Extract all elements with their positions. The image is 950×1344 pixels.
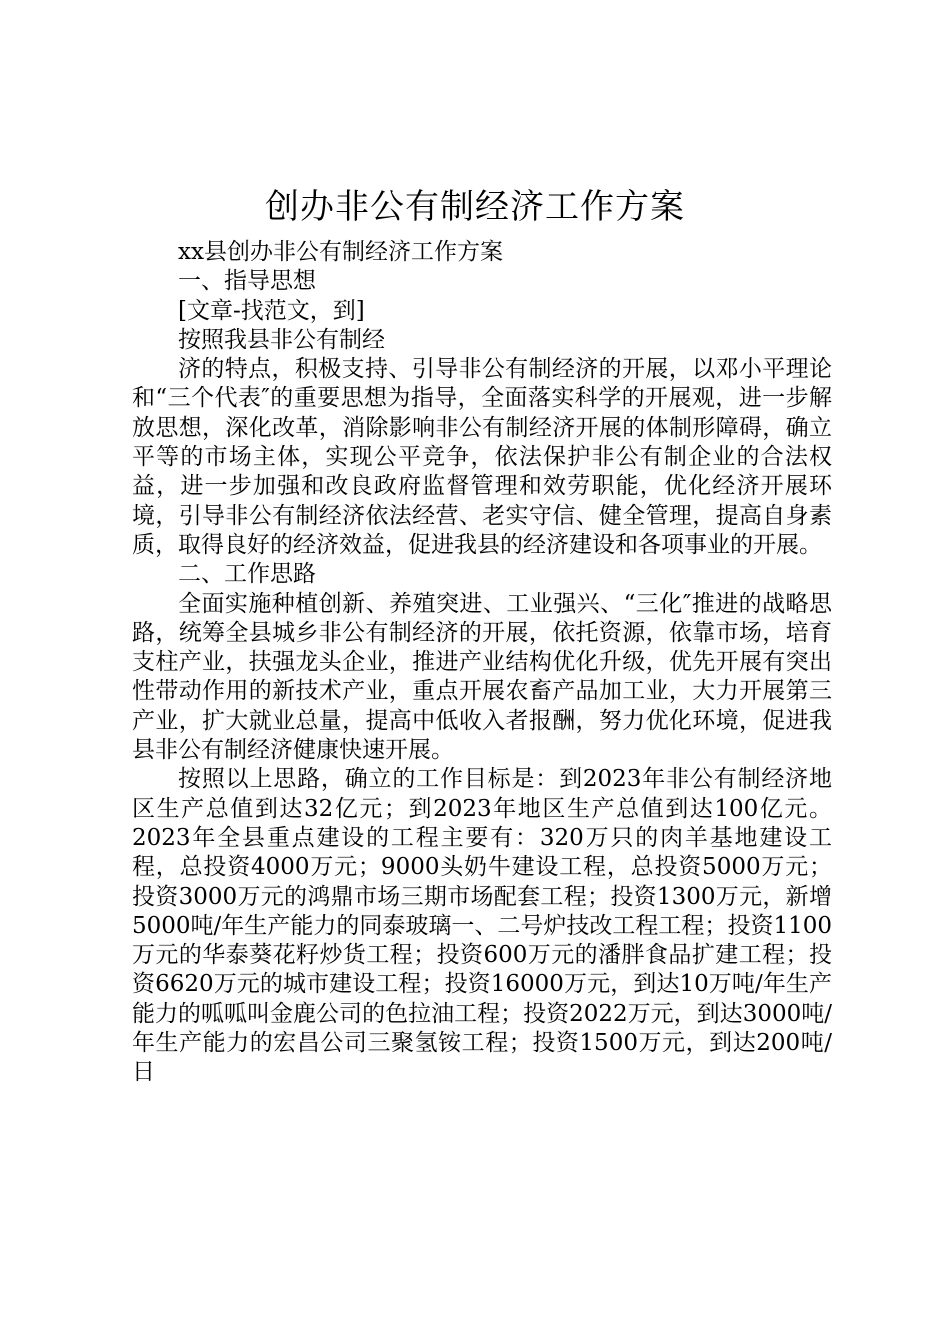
body-paragraph-work-approach: 全面实施种植创新、养殖突进、工业强兴、“三化″推进的战略思路，统筹全县城乡非公有制经济的开展，依托资源，依靠市场，培育支柱产业，扶强龙头企业，推进产业结构优化升级，优先开展有突出性带动作用的新技术产业，重点开展农畜产品加工业，大力开展第三产业，扩大就业总量，提高中低收入者报酬，努力优化环境，促进我县非公有制经济健康快速开展。 [132,590,832,764]
body-paragraph-guiding-thought: 济的特点，积极支持、引导非公有制经济的开展，以邓小平理论和“三个代表″的重要思想为指导，全面落实科学的开展观，进一步解放思想，深化改革，消除影响非公有制经济开展的体制形障碍，确立平等的市场主体，实现公平竞争，依法保护非公有制企业的合法权益，进一步加强和改良政府监督管理和效劳职能，优化经济开展环境，引导非公有制经济依法经营、老实守信、健全管理，提高自身素质，取得良好的经济效益，促进我县的经济建设和各项事业的开展。 [132,356,832,558]
document-title: 创办非公有制经济工作方案 [265,187,685,227]
body-paragraph-work-goals: 按照以上思路，确立的工作目标是：到2023年非公有制经济地区生产总值到达32亿元；到2023年地区生产总值到达100亿元。2023年全县重点建设的工程主要有：320万只的肉羊基地建设工程，总投资4000万元；9000头奶牛建设工程，总投资5000万元；投资3000万元的鸿鼎市场三期市场配套工程；投资1300万元，新增5000吨/年生产能力的同泰玻璃一、二号炉技改工程工程；投资1100万元的华泰葵花籽炒货工程；投资600万元的潘胖食品扩建工程；投资6620万元的城市建设工程；投资16000万元，到达10万吨/年生产能力的呱呱叫金鹿公司的色拉油工程；投资2022万元，到达3000吨/年生产能力的宏昌公司三聚氢铵工程；投资1500万元，到达200吨/日 [132,766,832,1086]
document-body [132,238,832,1088]
section-heading-work-approach: 二、工作思路 [178,561,316,588]
source-note: [文章-找范文，到] [178,297,365,324]
section-heading-guiding-thought: 一、指导思想 [178,268,316,295]
body-paragraph-intro: 按照我县非公有制经 [178,326,385,353]
subtitle-paragraph: xx县创办非公有制经济工作方案 [178,239,503,265]
